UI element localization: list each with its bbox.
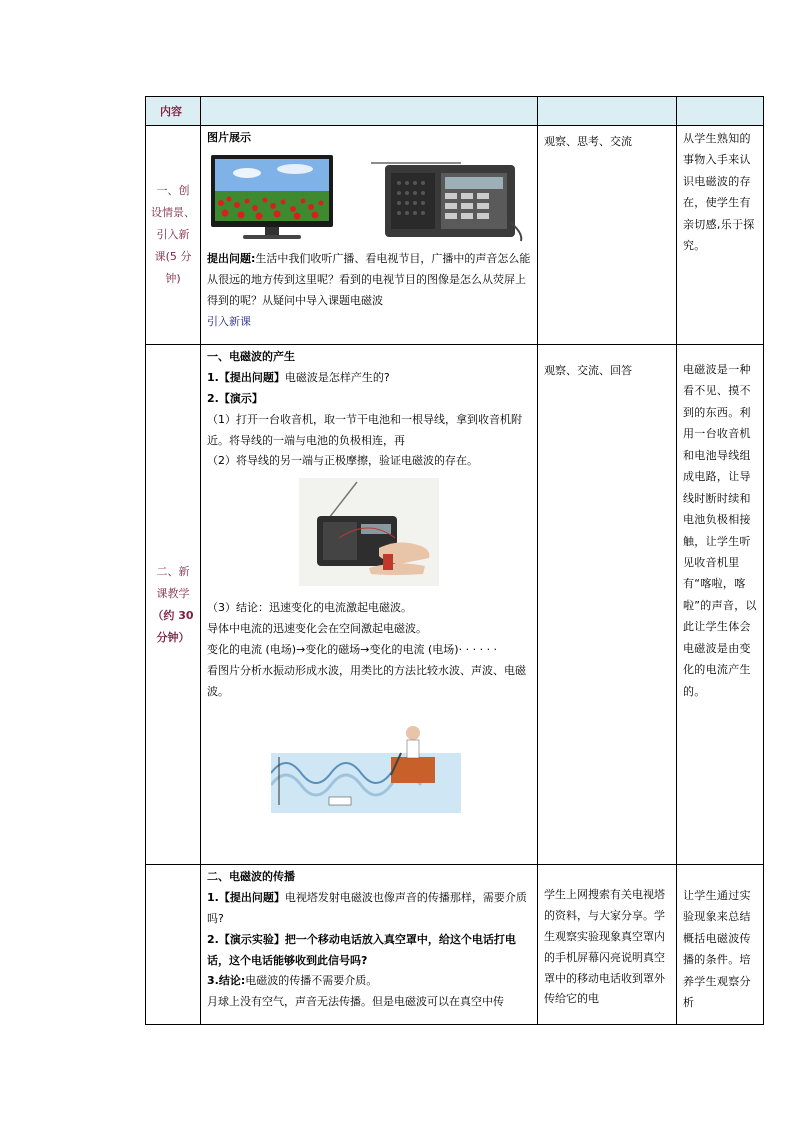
intent-text: 让学生通过实验现象来总结概括电磁波传播的条件。培养学生观察分析 [683, 889, 751, 1010]
question-text: 电磁波是怎样产生的? [284, 370, 390, 384]
conclusion-prefix: 3.结论: [207, 974, 246, 988]
radio-demo-image-wrap [207, 478, 531, 594]
demo-step-1: （1）打开一台收音机，取一节干电池和一根导线，拿到收音机附近。将导线的一端与电池的负极相连，再 [207, 412, 522, 447]
radio-demo-image [299, 478, 439, 586]
question-text: 生活中我们收听广播、看电视节目，广播中的声音怎么能从很远的地方传到这里呢？看到的电视节目的图像是怎么从荧屏上得到的呢？从疑问中导入课题电磁波 [207, 251, 531, 307]
stage-line: 二、新 [156, 564, 190, 578]
stage-line: 钟) [165, 272, 181, 285]
stage-line: 课(5 分 [154, 250, 192, 263]
stage-cell-propagation [146, 865, 201, 1025]
tv-image [207, 153, 337, 245]
activity-text: 观察、思考、交流 [544, 135, 632, 148]
activity-cell-new-lesson [538, 345, 677, 865]
header-blank-3 [677, 97, 764, 126]
section-title: 一、电磁波的产生 [207, 350, 295, 363]
stage-line: 一、创 [156, 184, 190, 197]
conclusion-paragraph [207, 971, 531, 992]
header-content-cell [146, 97, 201, 126]
question-paragraph [207, 888, 531, 930]
stage-cell-new-lesson [146, 345, 201, 865]
intent-cell-propagation [677, 865, 764, 1025]
activity-text: 学生上网搜索有关电视塔的资料，与大家分享。学生观察实验现象真空罩内的手机屏幕闪亮说明真空罩中的移动电话收到罩外传给它的电 [544, 888, 665, 1006]
content-cell-propagation [201, 865, 538, 1025]
content-cell-intro [201, 126, 538, 345]
intent-cell-intro [677, 126, 764, 345]
header-row [146, 97, 764, 126]
demo-label: 2.【演示】 [207, 391, 263, 405]
chain-text: 变化的电流 (电场)→变化的磁场→变化的电流 (电场)· · · · · · [207, 643, 498, 657]
water-wave-image [271, 713, 461, 813]
stage-line: 分钟） [156, 630, 190, 644]
water-wave-image-wrap [271, 713, 531, 821]
intro-new-lesson: 引入新课 [207, 314, 251, 328]
row-new-lesson [146, 345, 764, 865]
intent-text: 从学生熟知的事物入手来认识电磁波的存在，使学生有亲切感,乐于探究。 [683, 132, 755, 253]
moon-text: 月球上没有空气，声音无法传播。但是电磁波可以在真空中传 [207, 995, 504, 1009]
header-title: 内容 [160, 105, 182, 118]
question-paragraph [207, 249, 531, 312]
stage-line: 设情景、 [151, 206, 195, 219]
row-propagation [146, 865, 764, 1025]
lesson-plan-table [145, 96, 764, 1025]
content-cell-new-lesson [201, 345, 538, 865]
content-title: 图片展示 [207, 131, 251, 144]
section-title: 二、电磁波的传播 [207, 870, 295, 883]
activity-text: 观察、交流、回答 [544, 364, 632, 377]
stage-line: 引入新 [156, 228, 190, 241]
question-prefix: 1.【提出问题】 [207, 370, 285, 384]
intent-cell-new-lesson [677, 345, 764, 865]
question-paragraph [207, 368, 531, 389]
experiment-text: 把一个移动电话放入真空罩中，给这个电话打电话，这个电话能够收到此信号吗? [207, 932, 516, 967]
radio-image [361, 153, 531, 245]
question-text: 电视塔发射电磁波也像声音的传播那样，需要介质吗? [207, 890, 527, 925]
activity-cell-propagation [538, 865, 677, 1025]
conclusion-2: 导体中电流的迅速变化会在空间激起电磁波。 [207, 622, 427, 636]
experiment-prefix: 2.【演示实验】 [207, 932, 285, 946]
experiment-paragraph [207, 930, 531, 972]
stage-line: 课教学 [156, 586, 190, 600]
header-blank-1 [201, 97, 538, 126]
analogy-text: 看图片分析水振动形成水波，用类比的方法比较水波、声波、电磁波。 [207, 663, 526, 698]
stage-line: （约 30 [152, 608, 194, 622]
image-row [207, 153, 531, 245]
conclusion-text: 电磁波的传播不需要介质。 [245, 974, 378, 988]
row-intro [146, 126, 764, 345]
stage-cell-intro [146, 126, 201, 345]
activity-cell-intro [538, 126, 677, 345]
question-label: 提出问题: [207, 251, 256, 265]
conclusion-1: （3）结论：迅速变化的电流激起电磁波。 [207, 601, 412, 615]
question-prefix: 1.【提出问题】 [207, 890, 285, 904]
demo-step-2: （2）将导线的另一端与正极摩擦，验证电磁波的存在。 [207, 454, 478, 468]
intent-text: 电磁波是一种看不见、摸不到的东西。利用一台收音机和电池导线组成电路，让导线时断时续和电池负极相接触，让学生听见收音机里有“喀啦，喀啦”的声音，以此让学生体会电磁波是由变化的电流产生的。 [683, 363, 757, 698]
header-blank-2 [538, 97, 677, 126]
